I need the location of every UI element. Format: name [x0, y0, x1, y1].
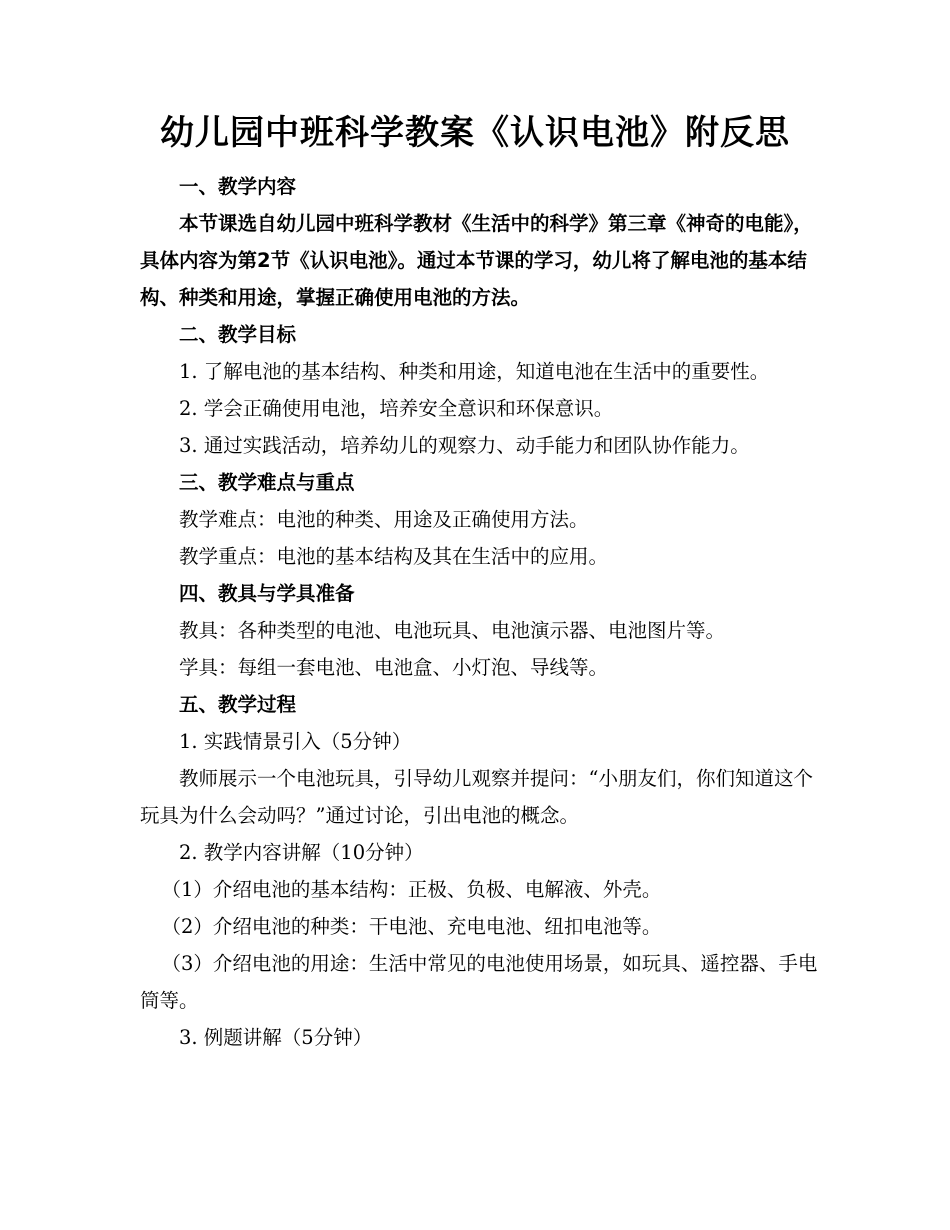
paragraph-intro: 本节课选自幼儿园中班科学教材《生活中的科学》第三章《神奇的电能》，具体内容为第2节《认识电池》。通过本节课的学习，幼儿将了解电池的基本结构、种类和用途，掌握正确使用电池的方法。: [140, 212, 813, 309]
document-body: [140, 168, 820, 1056]
goal-item-1: 1. 了解电池的基本结构、种类和用途，知道电池在生活中的重要性。: [179, 360, 770, 383]
goal-item-3: 3. 通过实践活动，培养幼儿的观察力、动手能力和团队协作能力。: [179, 434, 750, 457]
process-step-1: 1. 实践情景引入（5分钟）: [179, 730, 412, 753]
process-step-3: 3. 例题讲解（5分钟）: [179, 1026, 373, 1049]
page-title: 幼儿园中班科学教案《认识电池》附反思: [160, 113, 790, 153]
process-step-1-detail: 教师展示一个电池玩具，引导幼儿观察并提问：“小朋友们，你们知道这个玩具为什么会动吗？”通过讨论，引出电池的概念。: [140, 767, 813, 827]
teacher-materials: 教具：各种类型的电池、电池玩具、电池演示器、电池图片等。: [179, 619, 726, 642]
section-heading-materials: 四、教具与学具准备: [179, 582, 355, 605]
process-step-2-item-3: （3）介绍电池的用途：生活中常见的电池使用场景，如玩具、遥控器、手电筒等。: [140, 952, 818, 1012]
process-step-2: 2. 教学内容讲解（10分钟）: [179, 841, 424, 864]
process-step-2-item-1: （1）介绍电池的基本结构：正极、负极、电解液、外壳。: [161, 878, 662, 901]
focus-text: 教学重点：电池的基本结构及其在生活中的应用。: [179, 545, 609, 568]
section-heading-key-points: 三、教学难点与重点: [179, 471, 355, 494]
section-heading-process: 五、教学过程: [179, 693, 297, 716]
student-materials: 学具：每组一套电池、电池盒、小灯泡、导线等。: [179, 656, 609, 679]
process-step-2-item-2: （2）介绍电池的种类：干电池、充电电池、纽扣电池等。: [161, 915, 662, 938]
section-heading-goals: 二、教学目标: [179, 323, 297, 346]
difficulty-text: 教学难点：电池的种类、用途及正确使用方法。: [179, 508, 589, 531]
section-heading-content: 一、教学内容: [179, 175, 297, 198]
goal-item-2: 2. 学会正确使用电池，培养安全意识和环保意识。: [179, 397, 614, 420]
